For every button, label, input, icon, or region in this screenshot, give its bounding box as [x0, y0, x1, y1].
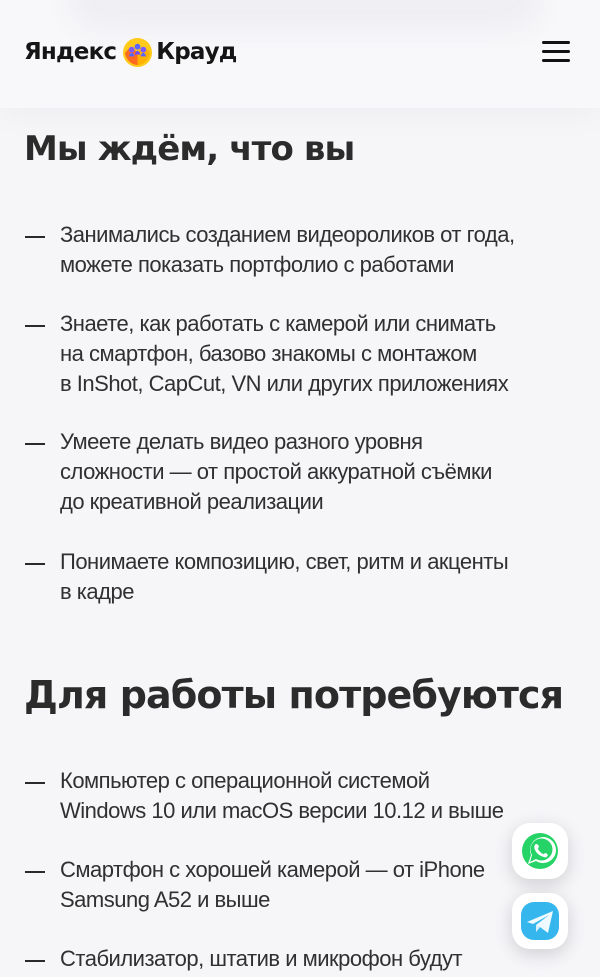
- crowd-logo-icon: [122, 37, 153, 68]
- text-line: в кадре: [60, 579, 134, 604]
- whatsapp-icon: [519, 830, 561, 872]
- expectation-item-3: [0, 427, 600, 519]
- dash-marker: [25, 563, 45, 565]
- dash-marker: [25, 871, 45, 873]
- expectation-item-4: [0, 547, 600, 609]
- requirement-text-3: [60, 944, 580, 974]
- requirements-list: [0, 766, 600, 977]
- requirement-text-2: [60, 855, 580, 915]
- text-line: Умеете делать видео разного уровня: [60, 429, 423, 454]
- hamburger-menu-icon[interactable]: [540, 41, 572, 63]
- text-line: можете показать портфолио с работами: [60, 252, 454, 277]
- text-line: Компьютер с операционной системой: [60, 768, 430, 793]
- logo-word-yandex: Яндекс: [24, 39, 117, 65]
- requirement-text-1: [60, 766, 580, 826]
- text-line: Samsung A52 и выше: [60, 887, 270, 912]
- expectations-list: [0, 220, 600, 610]
- expectation-text-1: [60, 220, 580, 280]
- text-line: в InShot, CapCut, VN или других приложениях: [60, 371, 509, 396]
- expectation-text-4: [60, 547, 580, 607]
- telegram-icon: [519, 900, 561, 942]
- dash-marker: [25, 236, 45, 238]
- page-header: [0, 0, 600, 108]
- requirement-item-1: [0, 766, 600, 828]
- text-line: Понимаете композицию, свет, ритм и акценты: [60, 549, 509, 574]
- logo-word-crowd: Крауд: [156, 39, 237, 65]
- requirement-item-2: [0, 855, 600, 917]
- whatsapp-button[interactable]: [512, 823, 568, 879]
- requirement-item-3: [0, 944, 600, 977]
- text-line: Windows 10 или macOS версии 10.12 и выше: [60, 798, 504, 823]
- section-title-requirements: Для работы потребуются: [24, 673, 564, 717]
- expectation-text-2: [60, 309, 580, 399]
- text-line: Стабилизатор, штатив и микрофон будут: [60, 946, 463, 971]
- header-shadow: [70, 0, 540, 28]
- text-line: Занимались созданием видеороликов от года,: [60, 222, 515, 247]
- text-line: на смартфон, базово знакомы с монтажом: [60, 341, 477, 366]
- dash-marker: [25, 325, 45, 327]
- dash-marker: [25, 960, 45, 962]
- yandex-crowd-logo[interactable]: [24, 33, 237, 71]
- text-line: сложности — от простой аккуратной съёмки: [60, 459, 492, 484]
- section-title-expectations: Мы ждём, что вы: [24, 129, 355, 169]
- text-line: до креативной реализации: [60, 489, 324, 514]
- text-line: Смартфон с хорошей камерой — от iPhone: [60, 857, 485, 882]
- expectation-text-3: [60, 427, 580, 517]
- dash-marker: [25, 443, 45, 445]
- dash-marker: [25, 782, 45, 784]
- expectation-item-2: [0, 309, 600, 401]
- expectation-item-1: [0, 220, 600, 282]
- text-line: Знаете, как работать с камерой или снимать: [60, 311, 496, 336]
- telegram-button[interactable]: [512, 893, 568, 949]
